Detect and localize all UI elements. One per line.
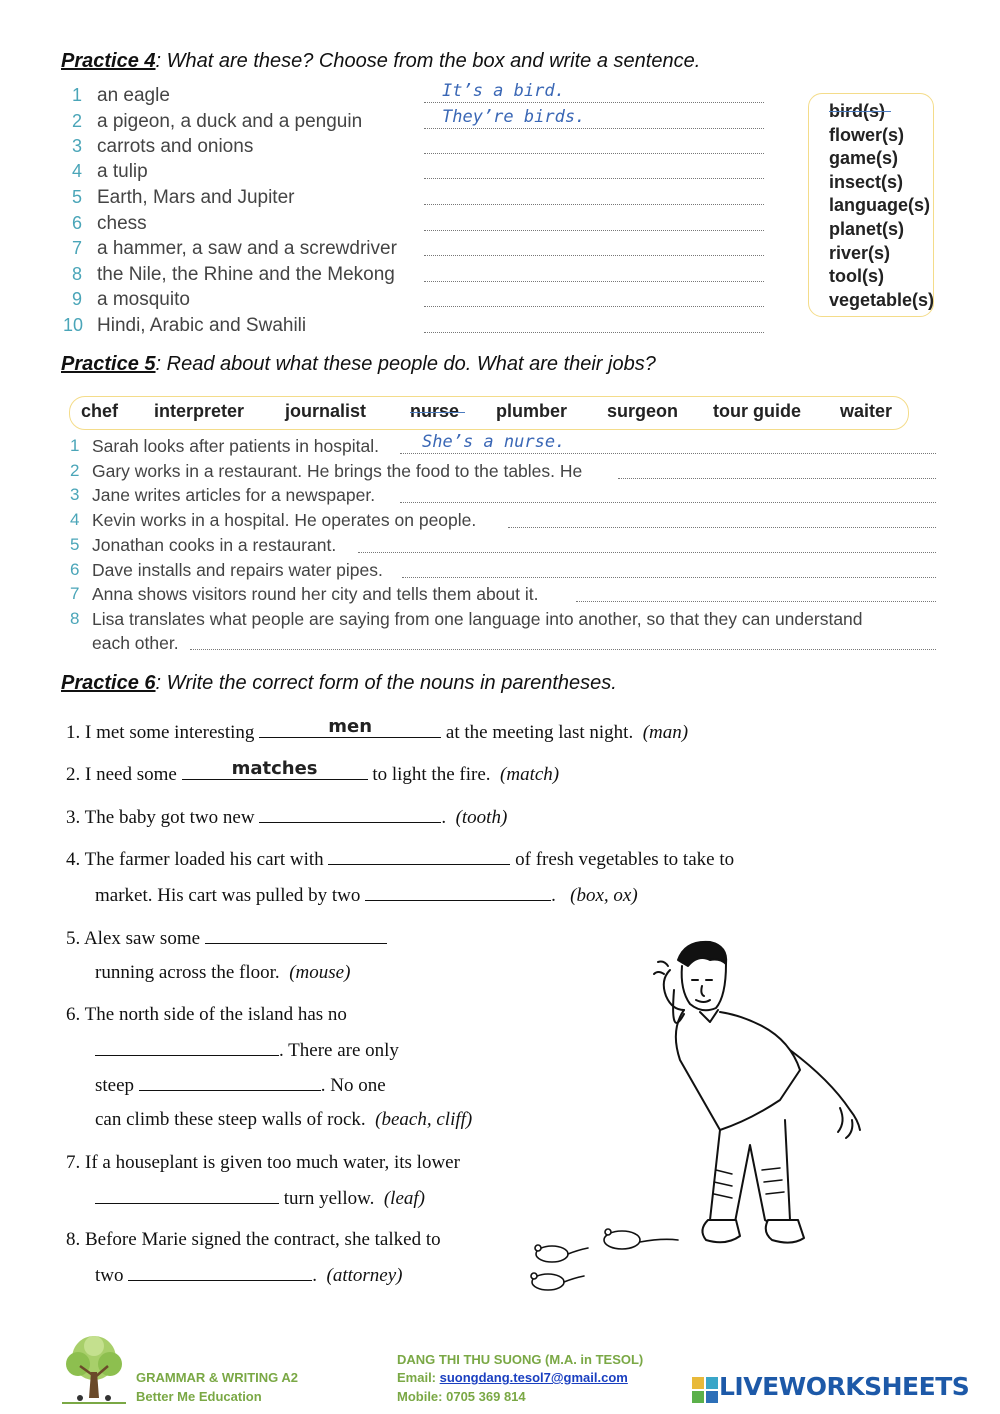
q8-hint: (attorney) [326, 1265, 403, 1286]
q4-answer-field-2[interactable] [365, 884, 551, 901]
q7-line2-text: turn yellow. [283, 1188, 375, 1209]
practice5-item-number: 7 [70, 584, 80, 603]
word-box-item: planet(s) [829, 218, 905, 239]
job-tour-guide: tour guide [713, 401, 801, 421]
practice6-label: Practice 6 [61, 672, 156, 694]
practice4-answer: It’s a bird. [442, 81, 565, 101]
q5-hint: (mouse) [289, 962, 351, 983]
practice5-item-number: 8 [70, 609, 80, 628]
q8-line2-text: two [95, 1265, 124, 1286]
question-6-line4 [95, 1109, 472, 1131]
practice5-answer: She’s a nurse. [422, 432, 566, 452]
q5-line2-text: running across the floor. [95, 962, 280, 983]
practice6-instruction: : Write the correct form of the nouns in parentheses. [155, 672, 617, 694]
practice4-item-text: Hindi, Arabic and Swahili [97, 315, 307, 336]
question-3 [66, 806, 507, 829]
footer-email-label: Email: [397, 1370, 440, 1385]
question-6-line3 [95, 1074, 386, 1097]
question-1 [66, 716, 689, 744]
q7-hint: (leaf) [383, 1188, 425, 1209]
practice4-word-box [808, 93, 934, 317]
practice4-answer-line[interactable] [424, 204, 764, 205]
question-5-line2 [95, 962, 350, 984]
practice5-item-number: 3 [70, 485, 80, 504]
practice4-answer-line[interactable] [424, 281, 764, 282]
q6-hint: (beach, cliff) [375, 1109, 473, 1130]
job-nurse: nurse [410, 401, 460, 421]
q3-answer-field[interactable] [259, 806, 441, 823]
q8-text: 8. Before Marie signed the contract, she talked to [66, 1229, 441, 1250]
practice4-answer-line[interactable] [424, 128, 764, 129]
practice5-label: Practice 5 [61, 353, 156, 375]
practice5-item-number: 4 [70, 510, 80, 529]
job-interpreter: interpreter [154, 401, 245, 421]
q2-hint: (match) [500, 764, 560, 785]
q2-answer-field[interactable] [182, 758, 368, 780]
practice5-item-text: Sarah looks after patients in hospital. [92, 436, 379, 456]
q1-text: 1. I met some interesting [66, 722, 255, 743]
question-8 [66, 1229, 441, 1251]
q7-text: 7. If a houseplant is given too much water, its lower [66, 1152, 460, 1173]
practice5-answer-line[interactable] [402, 577, 936, 578]
word-box-item: language(s) [829, 195, 931, 216]
practice5-answer-line[interactable] [358, 552, 936, 553]
practice4-item-text: a hammer, a saw and a screwdriver [97, 238, 397, 259]
tree-logo-icon [58, 1332, 130, 1408]
practice4-answer: They’re birds. [442, 107, 586, 127]
practice5-item-number: 2 [70, 461, 80, 480]
practice4-item-number: 9 [72, 289, 83, 309]
word-box-item: flower(s) [829, 124, 905, 145]
practice5-answer-line[interactable] [400, 453, 936, 454]
q3-hint: (tooth) [455, 807, 508, 828]
practice5-answer-line[interactable] [576, 601, 936, 602]
practice5-item-text: Gary works in a restaurant. He brings the food to the tables. He [92, 461, 583, 481]
practice4-item-number: 7 [72, 238, 83, 258]
practice5-item-number: 1 [70, 436, 80, 455]
q2-text: 2. I need some [66, 764, 177, 785]
job-journalist: journalist [285, 401, 367, 421]
q6-answer-field-1[interactable] [95, 1039, 279, 1056]
q4-text-end: of fresh vegetables to take to [515, 849, 735, 870]
practice4-item-text: carrots and onions [97, 136, 254, 157]
q1-text-end: at the meeting last night. [445, 722, 634, 743]
q8-answer-field[interactable] [128, 1264, 312, 1281]
word-box-item: game(s) [829, 148, 899, 169]
practice4-label: Practice 4 [61, 50, 156, 72]
liveworksheets-text: LIVEWORKSHEETS [719, 1372, 970, 1401]
q7-answer-field[interactable] [95, 1187, 279, 1204]
practice4-answer-line[interactable] [424, 306, 764, 307]
practice5-answer-line[interactable] [618, 478, 936, 479]
practice4-answer-line[interactable] [424, 102, 764, 103]
practice4-item-text: chess [97, 213, 147, 234]
question-6-line2 [95, 1039, 399, 1062]
practice6-heading [61, 672, 617, 695]
practice4-item-number: 10 [63, 315, 84, 335]
practice4-answer-line[interactable] [424, 255, 764, 256]
question-8-line2 [95, 1264, 402, 1287]
q1-hint: (man) [642, 722, 689, 743]
q6-answer-field-2[interactable] [139, 1074, 321, 1091]
practice4-item-number: 1 [72, 85, 83, 105]
q6-line4-text: can climb these steep walls of rock. [95, 1109, 366, 1130]
q4-answer-field-1[interactable] [328, 848, 510, 865]
practice4-item-number: 5 [72, 187, 83, 207]
practice5-answer-line[interactable] [190, 649, 936, 650]
practice5-item-text-cont: each other. [92, 633, 179, 653]
footer-email [397, 1370, 628, 1385]
q6-line3-end: . No one [320, 1075, 386, 1096]
word-box-item [819, 100, 933, 124]
question-4-line2 [95, 884, 638, 907]
practice4-item-text: a pigeon, a duck and a penguin [97, 111, 363, 132]
practice5-item-text: Dave installs and repairs water pipes. [92, 560, 383, 580]
liveworksheets-grid-icon [692, 1377, 718, 1403]
question-4 [66, 848, 734, 871]
q1-answer-field[interactable] [259, 716, 441, 738]
word-box-list [809, 94, 933, 312]
practice5-item-text: Kevin works in a hospital. He operates on people. [92, 510, 477, 530]
question-5 [66, 927, 387, 950]
practice4-answer-line[interactable] [424, 230, 764, 231]
practice4-heading [61, 50, 700, 73]
man-listening-illustration [640, 930, 880, 1270]
q3-text-end: . [441, 807, 447, 828]
job-waiter: waiter [840, 401, 893, 421]
word-box-item: tool(s) [829, 266, 884, 287]
word-box-item: river(s) [829, 242, 891, 263]
practice5-heading [61, 353, 656, 376]
job-plumber: plumber [496, 401, 568, 421]
practice4-item-number: 2 [72, 111, 83, 131]
footer-course: GRAMMAR & WRITING A2 [136, 1370, 299, 1385]
q6-line3-text: steep [95, 1075, 135, 1096]
practice5-item-text: Lisa translates what people are saying from one language into another, so that they can understand [92, 609, 863, 629]
q1-answer: men [328, 716, 373, 737]
practice4-answer-line[interactable] [424, 153, 764, 154]
footer-org: Better Me Education [136, 1389, 262, 1404]
word-box-item-crossed: bird(s) [829, 101, 885, 121]
footer-author: DANG THI THU SUONG (M.A. in TESOL) [397, 1352, 644, 1367]
question-7-line2 [95, 1187, 425, 1210]
footer-email-link[interactable]: suongdang.tesol7@gmail.com [439, 1370, 628, 1385]
q5-answer-field[interactable] [205, 927, 387, 944]
q6-text: 6. The north side of the island has no [66, 1004, 347, 1025]
practice4-item-text: Earth, Mars and Jupiter [97, 187, 295, 208]
practice4-instruction: : What are these? Choose from the box and write a sentence. [155, 50, 701, 72]
practice5-answer-line[interactable] [400, 502, 936, 503]
job-chef: chef [81, 401, 119, 421]
q4-text: 4. The farmer loaded his cart with [66, 849, 324, 870]
practice4-item-number: 3 [72, 136, 83, 156]
practice5-item-text: Jonathan cooks in a restaurant. [92, 535, 337, 555]
practice5-item-text: Anna shows visitors round her city and tells them about it. [92, 584, 539, 604]
q2-text-end: to light the fire. [372, 764, 491, 785]
q4-hint: (box, ox) [570, 885, 638, 906]
practice4-item-text: the Nile, the Rhine and the Mekong [97, 264, 395, 285]
q4-line2-end: . [551, 885, 556, 906]
q8-line2-end: . [312, 1265, 317, 1286]
practice5-item-number: 6 [70, 560, 80, 579]
q4-line2-text: market. His cart was pulled by two [95, 885, 361, 906]
practice4-item-number: 6 [72, 213, 83, 233]
footer-mobile: Mobile: 0705 369 814 [397, 1389, 526, 1404]
q2-answer: matches [231, 758, 318, 779]
practice4-item-text: a tulip [97, 161, 148, 182]
practice5-instruction: : Read about what these people do. What are their jobs? [155, 353, 656, 375]
q5-text: 5. Alex saw some [66, 928, 201, 949]
word-box-item: insect(s) [829, 171, 904, 192]
practice4-answer-line[interactable] [424, 332, 764, 333]
practice4-item-text: a mosquito [97, 289, 190, 310]
practice5-job-box [69, 396, 909, 430]
q3-text: 3. The baby got two new [66, 807, 255, 828]
question-2 [66, 758, 560, 786]
practice4-item-text: an eagle [97, 85, 170, 106]
practice4-item-number: 4 [72, 161, 83, 181]
word-box-item: vegetable(s) [829, 289, 935, 310]
practice5-item-text: Jane writes articles for a newspaper. [92, 485, 376, 505]
practice4-answer-line[interactable] [424, 178, 764, 179]
question-6 [66, 1004, 347, 1026]
practice5-answer-line[interactable] [508, 527, 936, 528]
practice4-item-number: 8 [72, 264, 83, 284]
question-7 [66, 1152, 460, 1174]
job-surgeon: surgeon [607, 401, 679, 421]
mice-illustration [522, 1220, 692, 1300]
practice5-item-number: 5 [70, 535, 80, 554]
q6-line2-text: . There are only [279, 1040, 399, 1061]
